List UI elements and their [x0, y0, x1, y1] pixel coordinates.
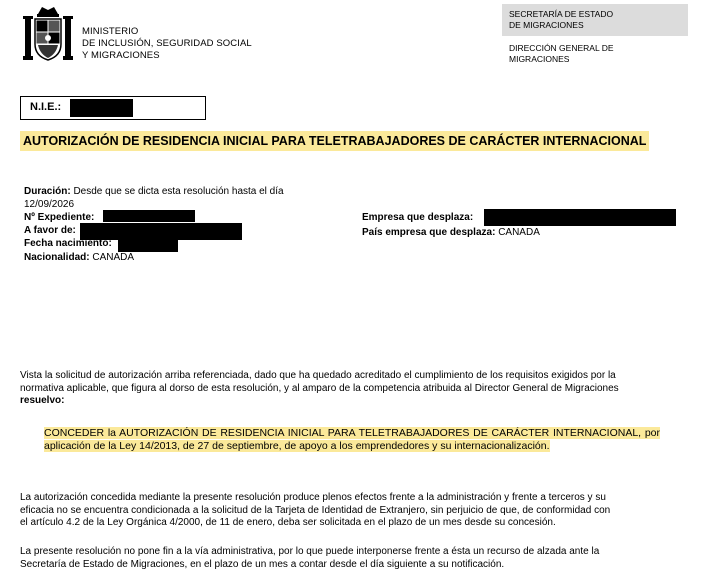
empresa-label: Empresa que desplaza:	[362, 212, 474, 223]
secretaria-line-1: SECRETARÍA DE ESTADO	[509, 9, 614, 19]
direccion-line-1: DIRECCIÓN GENERAL DE	[509, 43, 614, 53]
resuelvo-label: resuelvo:	[20, 395, 65, 406]
conceder-paragraph	[44, 427, 660, 453]
pais-label: País empresa que desplaza:	[362, 227, 496, 238]
nie-label: N.I.E.:	[30, 101, 62, 113]
ministry-line-3: Y MIGRACIONES	[82, 50, 160, 61]
favor-label: A favor de:	[24, 225, 76, 236]
nacimiento-label: Fecha nacimiento:	[24, 238, 112, 249]
vista-line-2: normativa aplicable, que figura al dorso de esta resolución, y al amparo de la competencia atribuida al Director General de Migraciones	[20, 382, 619, 394]
direccion-name	[509, 43, 614, 65]
coat-of-arms-logo	[22, 4, 74, 64]
efectos-line-1: La autorización concedida mediante la presente resolución produce plenos efectos frente a la administración y frente a terceros y su	[20, 492, 606, 503]
document-title: AUTORIZACIÓN DE RESIDENCIA INICIAL PARA TELETRABAJADORES DE CARÁCTER INTERNACIONAL	[20, 131, 649, 151]
nacionalidad-value: CANADA	[92, 252, 135, 263]
duracion-label: Duración:	[24, 186, 71, 197]
duracion-row	[24, 186, 284, 197]
efectos-line-2: eficacia no se encuentra condicionada a la solicitud de la Tarjeta de Identidad de Extranjero, sin perjuicio de que, de conformidad con	[20, 504, 611, 516]
recurso-line-2: Secretaría de Estado de Migraciones, en el plazo de un mes a contar desde el día siguiente a su notificación.	[20, 558, 505, 570]
nacionalidad-row	[24, 252, 134, 263]
secretaria-line-2: DE MIGRACIONES	[509, 20, 584, 30]
nie-redaction	[70, 99, 133, 117]
expediente-redaction	[103, 210, 195, 222]
expediente-label: Nº Expediente:	[24, 212, 95, 223]
duracion-date: 12/09/2026	[24, 199, 75, 210]
secretaria-name	[509, 9, 613, 31]
conceder-text: CONCEDER la AUTORIZACIÓN DE RESIDENCIA INICIAL PARA TELETRABAJADORES DE CARÁCTER INTERNACIONAL, por aplicación de la Ley 14/2013, de 27 de septiembre, de apoyo a los emprendedores y su internacionalización.	[44, 427, 660, 452]
vista-paragraph	[20, 370, 682, 408]
duracion-value: Desde que se dicta esta resolución hasta el día	[73, 186, 284, 197]
empresa-redaction	[484, 209, 676, 226]
efectos-line-3: el artículo 4.2 de la Ley Orgánica 4/2000, de 11 de enero, deba ser solicitada en el plazo de un mes desde su concesión.	[20, 517, 556, 528]
direccion-line-2: MIGRACIONES	[509, 54, 570, 64]
ministry-name	[82, 26, 252, 62]
vista-line-1: Vista la solicitud de autorización arriba referenciada, dado que ha quedado acreditado el cumplimiento de los requisitos exigidos por la	[20, 370, 616, 381]
efectos-paragraph	[20, 492, 610, 530]
nacimiento-redaction	[118, 238, 178, 252]
pais-row	[362, 227, 540, 238]
recurso-line-1: La presente resolución no pone fin a la vía administrativa, por lo que puede interponerse frente a ésta un recurso de alzada ante la	[20, 546, 600, 557]
pais-value: CANADA	[498, 227, 540, 238]
nacionalidad-label: Nacionalidad:	[24, 252, 90, 263]
recurso-paragraph	[20, 546, 599, 571]
ministry-line-2: DE INCLUSIÓN, SEGURIDAD SOCIAL	[82, 38, 252, 49]
ministry-line-1: MINISTERIO	[82, 26, 139, 37]
